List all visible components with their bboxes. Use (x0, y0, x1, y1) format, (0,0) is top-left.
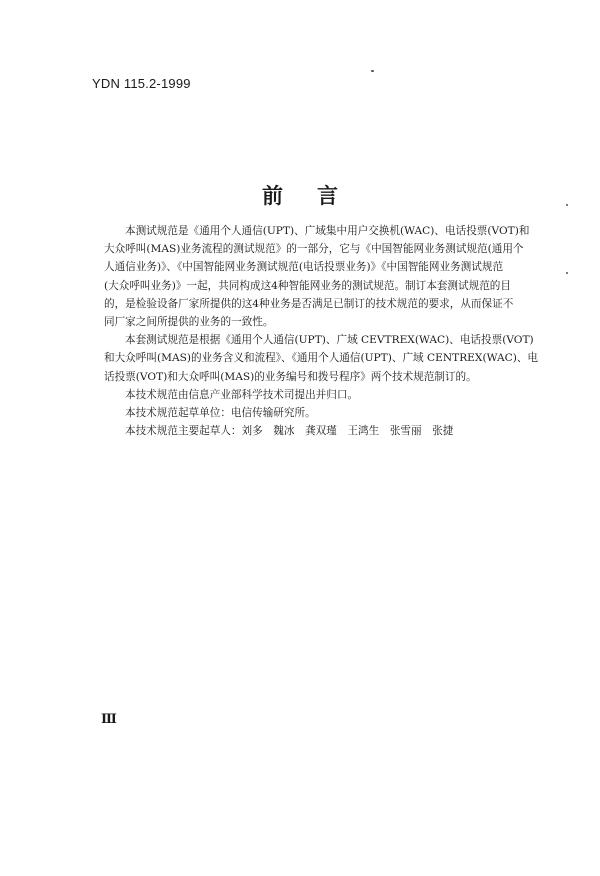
paragraph-2-line: 和大众呼叫(MAS)的业务含义和流程》、《通用个人通信(UPT)、广域 CENTREX(WAC)、电 (104, 352, 539, 365)
page-number-roman: Ⅲ (101, 712, 116, 727)
paragraph-1-line: 同厂家之间所提供的业务的一致性。 (104, 316, 274, 329)
paragraph-1-line: 大众呼叫(MAS)业务流程的测试规范》的一部分，它与《中国智能网业务测试规范(通用个 (104, 243, 524, 256)
page-title: 前言 (262, 183, 372, 208)
standard-number: YDN 115.2-1999 (92, 76, 191, 91)
paragraph-4: 本技术规范起草单位：电信传输研究所。 (125, 407, 316, 420)
paragraph-2-line: 话投票(VOT)和大众呼叫(MAS)的业务编号和拨号程序》两个技术规范制订的。 (104, 370, 477, 383)
scan-speck (566, 272, 568, 274)
paragraph-1-line: (大众呼叫业务)》一起，共同构成这4种智能网业务的测试规范。制订本套测试规范的目 (104, 279, 511, 292)
paragraph-3: 本技术规范由信息产业部科学技术司提出并归口。 (125, 388, 359, 401)
foreword-body (104, 222, 539, 440)
paragraph-2-line: 本套测试规范是根据《通用个人通信(UPT)、广域 CEVTREX(WAC)、电话投票(VOT) (125, 334, 534, 347)
paragraph-1-line: 人通信业务)》、《中国智能网业务测试规范(电话投票业务)》《中国智能网业务测试规范 (104, 261, 504, 274)
paragraph-1-line: 本测试规范是《通用个人通信(UPT)、广域集中用户交换机(WAC)、电话投票(VOT)和 (125, 225, 530, 237)
scan-speck (371, 70, 374, 72)
paragraph-1-line: 的，是检验设备厂家所提供的这4种业务是否满足已制订的技术规范的要求，从而保证不 (104, 297, 514, 310)
paragraph-5-drafters: 本技术规范主要起草人：刘多 魏冰 龚双瑾 王鸿生 张雪丽 张捷 (125, 425, 454, 438)
scan-speck (566, 204, 568, 206)
